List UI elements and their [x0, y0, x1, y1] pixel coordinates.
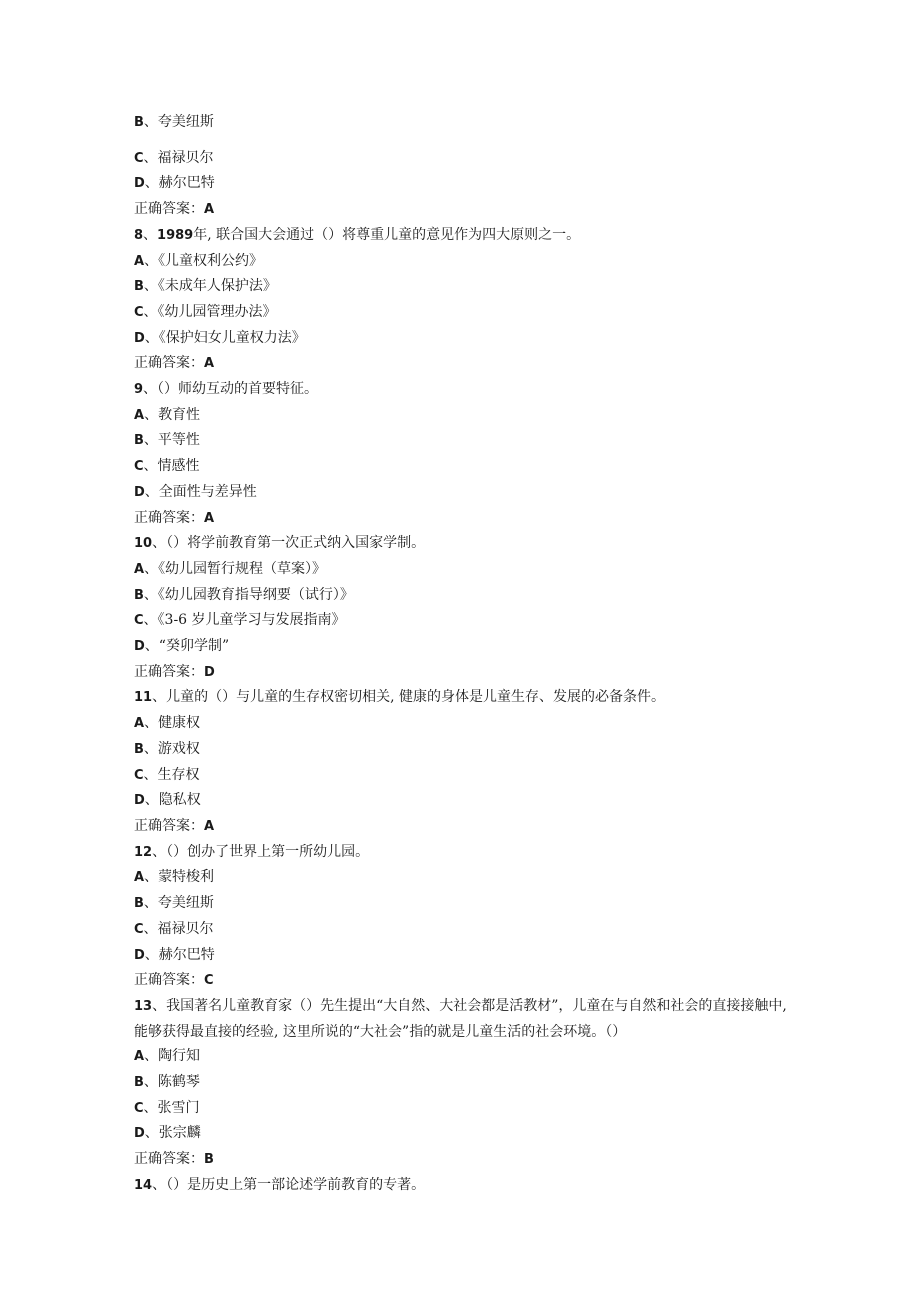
- question-stem-text: 我国著名儿童教育家（）先生提出“大自然、大社会都是活教材”，儿童在与自然和社会的直接接触中, 能够获得最直接的经验, 这里所说的“大社会”指的就是儿童生活的社会环境。（）: [134, 997, 787, 1040]
- option-letter: B: [134, 115, 144, 130]
- option-text: “癸卯学制”: [158, 638, 230, 655]
- option-separator: 、: [143, 114, 158, 130]
- option-separator: 、: [143, 586, 158, 603]
- question-separator: 、: [152, 997, 167, 1014]
- question-stem: [134, 840, 794, 866]
- option-letter: D: [134, 1126, 145, 1142]
- question-separator: 、: [143, 226, 158, 243]
- option-separator: 、: [143, 740, 158, 757]
- option-line: [134, 865, 794, 891]
- option-separator: 、: [143, 1099, 158, 1116]
- option-letter: C: [134, 304, 144, 320]
- option-separator: 、: [144, 792, 159, 809]
- option-line: [134, 1044, 794, 1070]
- option-text: 夸美纽斯: [157, 895, 214, 912]
- option-letter: B: [134, 587, 144, 603]
- answer-line: [134, 968, 794, 994]
- option-line: [134, 146, 794, 172]
- option-letter: A: [134, 407, 145, 423]
- answer-line: [134, 197, 794, 223]
- option-separator: 、: [144, 406, 159, 423]
- question-number: 12: [134, 844, 153, 860]
- option-text: 福禄贝尔: [157, 149, 214, 166]
- option-text: 张雪门: [157, 1099, 200, 1116]
- option-line: [134, 737, 794, 763]
- option-letter: B: [134, 741, 144, 757]
- question-stem: [134, 531, 794, 557]
- answer-label: 正确答案：: [134, 201, 204, 218]
- option-letter: C: [134, 1100, 144, 1116]
- option-letter: D: [134, 793, 145, 809]
- option-line: [134, 608, 794, 634]
- option-line: [134, 428, 794, 454]
- option-separator: 、: [143, 432, 158, 449]
- option-separator: 、: [144, 483, 159, 500]
- option-text: 教育性: [158, 406, 201, 423]
- option-separator: 、: [143, 278, 158, 295]
- option-text: 平等性: [157, 432, 200, 449]
- answer-value: A: [204, 510, 215, 526]
- option-separator: 、: [144, 252, 159, 269]
- option-separator: 、: [144, 1125, 159, 1142]
- option-text: 陶行知: [158, 1048, 201, 1065]
- option-separator: 、: [144, 1048, 159, 1065]
- answer-label: 正确答案：: [134, 1151, 204, 1168]
- option-text: 健康权: [158, 715, 201, 732]
- option-letter: A: [134, 1049, 145, 1065]
- option-line: [134, 583, 794, 609]
- option-letter: B: [134, 1075, 144, 1091]
- answer-label: 正确答案：: [134, 817, 204, 834]
- option-separator: 、: [144, 638, 159, 655]
- option-line: [134, 1096, 794, 1122]
- option-letter: D: [134, 330, 145, 346]
- question-number: 10: [134, 536, 153, 552]
- option-separator: 、: [143, 303, 158, 320]
- answer-line: [134, 506, 794, 532]
- option-line: [134, 403, 794, 429]
- option-letter: A: [134, 870, 145, 886]
- option-letter: B: [134, 279, 144, 295]
- answer-line: [134, 1147, 794, 1173]
- option-letter: D: [134, 484, 145, 500]
- option-letter: D: [134, 176, 145, 192]
- option-text: 《保护妇女儿童权力法》: [158, 329, 306, 346]
- question-number: 9: [134, 382, 144, 398]
- question-separator: 、: [152, 1176, 167, 1193]
- option-separator: 、: [143, 149, 158, 166]
- option-line: [134, 891, 794, 917]
- option-line: [134, 1121, 794, 1147]
- answer-line: [134, 660, 794, 686]
- question-stem: [134, 223, 794, 249]
- question-number: 11: [134, 690, 153, 706]
- question-stem-text: （）将学前教育第一次正式纳入国家学制。: [166, 535, 426, 552]
- answer-line: [134, 351, 794, 377]
- option-letter: B: [134, 896, 144, 912]
- option-line: [134, 1070, 794, 1096]
- option-letter: C: [134, 459, 144, 475]
- option-line: [134, 300, 794, 326]
- option-letter: C: [134, 921, 144, 937]
- option-line: [134, 326, 794, 352]
- option-letter: C: [134, 767, 144, 783]
- option-text: 张宗麟: [158, 1125, 201, 1142]
- answer-label: 正确答案：: [134, 509, 204, 526]
- option-separator: 、: [144, 175, 159, 192]
- question-stem-text: 年, 联合国大会通过（）将尊重儿童的意见作为四大原则之一。: [193, 226, 581, 243]
- option-separator: 、: [143, 1074, 158, 1091]
- option-letter: A: [134, 561, 145, 577]
- option-separator: 、: [144, 869, 159, 886]
- option-line: [134, 943, 794, 969]
- option-separator: 、: [143, 612, 158, 629]
- option-separator: 、: [144, 329, 159, 346]
- question-number: 8: [134, 227, 144, 243]
- option-line: [134, 110, 794, 136]
- option-text: 游戏权: [157, 740, 200, 757]
- option-line: [134, 249, 794, 275]
- option-line: [134, 763, 794, 789]
- option-separator: 、: [144, 715, 159, 732]
- option-line: [134, 274, 794, 300]
- answer-value: B: [204, 1152, 214, 1168]
- option-text: 《3-6 岁儿童学习与发展指南》: [157, 612, 346, 629]
- option-separator: 、: [143, 458, 158, 475]
- option-line: [134, 171, 794, 197]
- question-separator: 、: [143, 381, 158, 398]
- answer-value: C: [204, 973, 214, 989]
- option-letter: D: [134, 639, 145, 655]
- option-line: [134, 917, 794, 943]
- option-line: [134, 480, 794, 506]
- answer-line: [134, 814, 794, 840]
- option-separator: 、: [144, 560, 159, 577]
- question-stem: [134, 1173, 794, 1199]
- question-stem: [134, 994, 794, 1044]
- question-number: 14: [134, 1177, 153, 1193]
- option-line: [134, 711, 794, 737]
- question-separator: 、: [152, 689, 167, 706]
- option-text: 福禄贝尔: [157, 920, 214, 937]
- question-stem-lead: 1989: [157, 227, 194, 243]
- answer-label: 正确答案：: [134, 663, 204, 680]
- option-text: 夸美纽斯: [157, 114, 214, 130]
- answer-label: 正确答案：: [134, 355, 204, 372]
- option-text: 赫尔巴特: [158, 175, 215, 192]
- option-separator: 、: [144, 946, 159, 963]
- option-text: 隐私权: [158, 792, 201, 809]
- option-letter: D: [134, 947, 145, 963]
- question-stem: [134, 685, 794, 711]
- option-text: 《未成年人保护法》: [157, 278, 277, 295]
- option-separator: 、: [143, 895, 158, 912]
- option-letter: B: [134, 433, 144, 449]
- question-number: 13: [134, 998, 153, 1014]
- option-letter: C: [134, 150, 144, 166]
- question-separator: 、: [152, 843, 167, 860]
- option-letter: C: [134, 613, 144, 629]
- option-text: 情感性: [157, 458, 200, 475]
- option-line: [134, 454, 794, 480]
- answer-value: A: [204, 202, 215, 218]
- option-text: 全面性与差异性: [158, 483, 257, 500]
- option-line: [134, 634, 794, 660]
- option-separator: 、: [143, 920, 158, 937]
- option-text: 赫尔巴特: [158, 946, 215, 963]
- document-body: [134, 110, 794, 1199]
- question-stem-text: （）创办了世界上第一所幼儿园。: [166, 843, 370, 860]
- question-stem-text: （）师幼互动的首要特征。: [157, 381, 319, 398]
- question-stem: [134, 377, 794, 403]
- answer-label: 正确答案：: [134, 972, 204, 989]
- option-text: 生存权: [157, 766, 200, 783]
- option-separator: 、: [143, 766, 158, 783]
- answer-value: A: [204, 356, 215, 372]
- option-text: 《幼儿园管理办法》: [157, 303, 277, 320]
- question-stem-text: 儿童的（）与儿童的生存权密切相关, 健康的身体是儿童生存、发展的必备条件。: [166, 689, 665, 706]
- option-line: [134, 557, 794, 583]
- answer-value: D: [204, 664, 215, 680]
- option-text: 《幼儿园教育指导纲要（试行）》: [157, 586, 354, 603]
- option-line: [134, 788, 794, 814]
- option-text: 蒙特梭利: [158, 869, 215, 886]
- option-letter: A: [134, 716, 145, 732]
- option-text: 陈鹤琴: [157, 1074, 200, 1091]
- answer-value: A: [204, 818, 215, 834]
- option-text: 《儿童权利公约》: [158, 252, 264, 269]
- question-stem-text: （）是历史上第一部论述学前教育的专著。: [166, 1176, 426, 1193]
- option-letter: A: [134, 253, 145, 269]
- option-text: 《幼儿园暂行规程（草案）》: [158, 560, 327, 577]
- question-separator: 、: [152, 535, 167, 552]
